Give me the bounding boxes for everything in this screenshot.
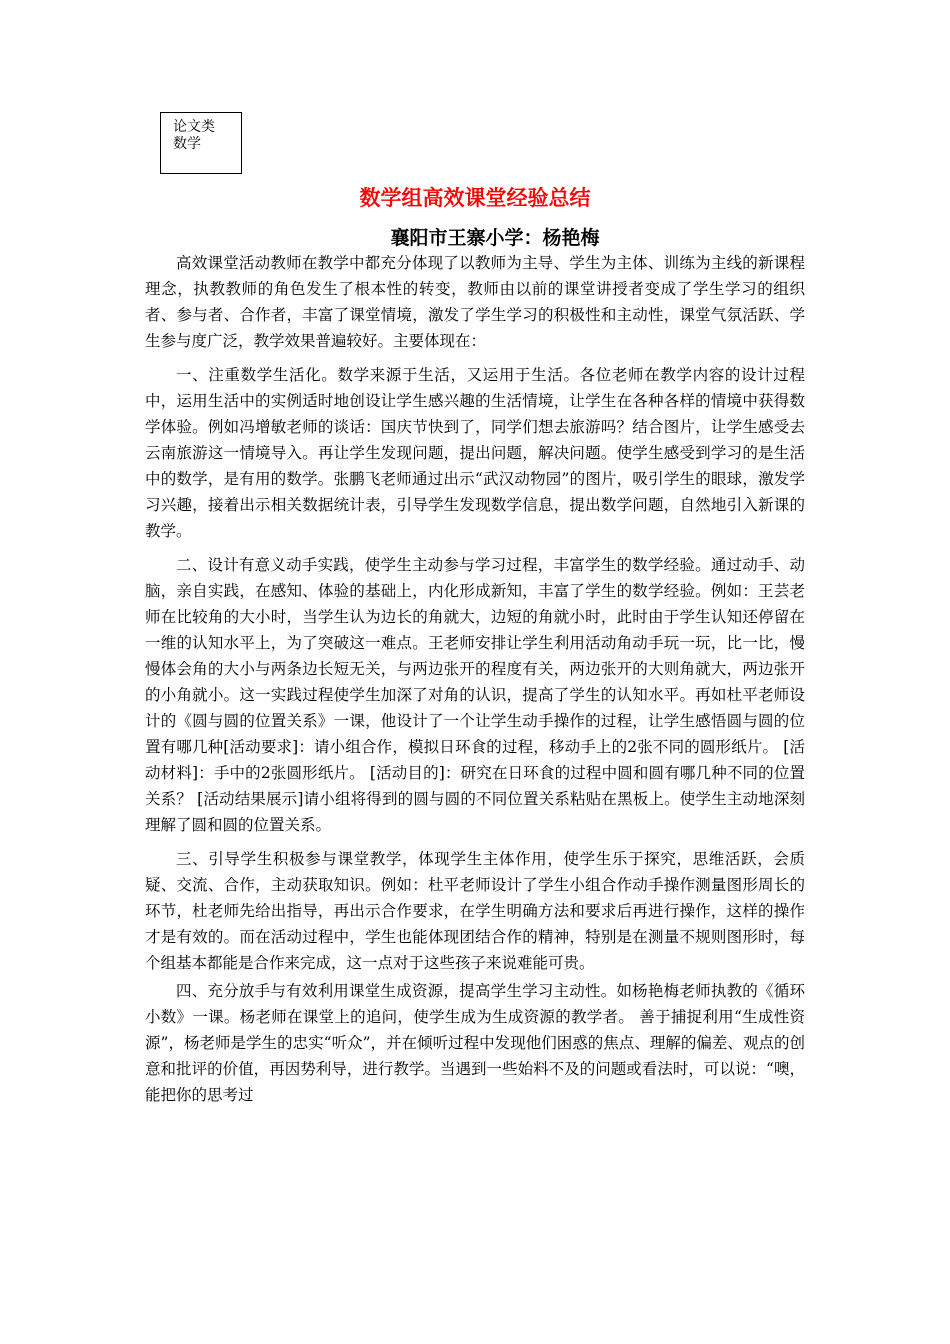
category-type: 论文类 bbox=[173, 119, 215, 135]
intro-paragraph: 高效课堂活动教师在教学中都充分体现了以教师为主导、学生为主体、训练为主线的新课程理念，执教教师的角色发生了根本性的转变，教师由以前的课堂讲授者变成了学生学习的组织者、参与者、合作者，丰富了课堂情境，激发了学生学习的积极性和主动性，课堂气氛活跃、学生参与度广泛，教学效果普遍较好。主要体现在： bbox=[145, 254, 805, 350]
section-1-paragraph: 一、注重数学生活化。数学来源于生活，又运用于生活。各位老师在教学内容的设计过程中，运用生活中的实例适时地创设让学生感兴趣的生活情境，让学生在各种各样的情境中获得数学体验。例如冯增敏老师的谈话：国庆节快到了，同学们想去旅游吗？结合图片，让学生感受去云南旅游这一情境导入。再让学生发现问题，提出问题，解决问题。使学生感受到学习的是生活中的数学，是有用的数学。张鹏飞老师通过出示“武汉动物园”的图片，吸引学生的眼球，激发学习兴趣，接着出示相关数据统计表，引导学生发现数学信息，提出数学问题，自然地引入新课的教学。 bbox=[145, 366, 805, 540]
section-3-paragraph: 三、引导学生积极参与课堂教学，体现学生主体作用，使学生乐于探究，思维活跃，会质疑、交流、合作，主动获取知识。例如：杜平老师设计了学生小组合作动手操作测量图形周长的环节，杜老师先给出指导，再出示合作要求，在学生明确方法和要求后再进行操作，这样的操作才是有效的。而在活动过程中，学生也能体现团结合作的精神，特别是在测量不规则图形时，每个组基本都能是合作来完成，这一点对于这些孩子来说难能可贵。 bbox=[145, 850, 805, 972]
document-body bbox=[145, 250, 805, 1116]
category-label-box bbox=[160, 112, 242, 174]
section-2-paragraph: 二、设计有意义动手实践，使学生主动参与学习过程，丰富学生的数学经验。通过动手、动脑，亲自实践，在感知、体验的基础上，内化形成新知，丰富了学生的数学经验。例如：王芸老师在比较角的大小时，当学生认为边长的角就大，边短的角就小时，此时由于学生认知还停留在一维的认知水平上，为了突破这一难点。王老师安排让学生利用活动角动手玩一玩，比一比，慢慢体会角的大小与两条边长短无关，与两边张开的程度有关，两边张开的大则角就大，两边张开的小角就小。这一实践过程使学生加深了对角的认识，提高了学生的认知水平。再如杜平老师设计的《圆与圆的位置关系》一课，他设计了一个让学生动手操作的过程，让学生感悟圆与圆的位置有哪几种[活动要求]：请小组合作，模拟日环食的过程，移动手上的2张不同的圆形纸片。 [活动材料]：手中的2张圆形纸片。 [活动目的]：研究在日环食的过程中圆和圆有哪几种不同的位置关系？ [活动结果展示]请小组将得到的圆与圆的不同位置关系粘贴在黑板上。使学生主动地深刻理解了圆和圆的位置关系。 bbox=[145, 556, 805, 834]
document-author: 襄阳市王寨小学：杨艳梅 bbox=[390, 227, 600, 249]
category-subject: 数学 bbox=[173, 136, 201, 152]
section-4-paragraph: 四、充分放手与有效利用课堂生成资源，提高学生学习主动性。如杨艳梅老师执教的《循环小数》一课。杨老师在课堂上的追问，使学生成为生成资源的教学者。 善于捕捉利用“生成性资源”，杨老师是学生的忠实“听众”，并在倾听过程中发现他们困惑的焦点、理解的偏差、观点的创意和批评的价值，再因势利导，进行教学。当遇到一些始料不及的问题或看法时，可以说：“噢，能把你的思考过 bbox=[145, 982, 805, 1104]
document-title: 数学组高效课堂经验总结 bbox=[359, 186, 591, 210]
